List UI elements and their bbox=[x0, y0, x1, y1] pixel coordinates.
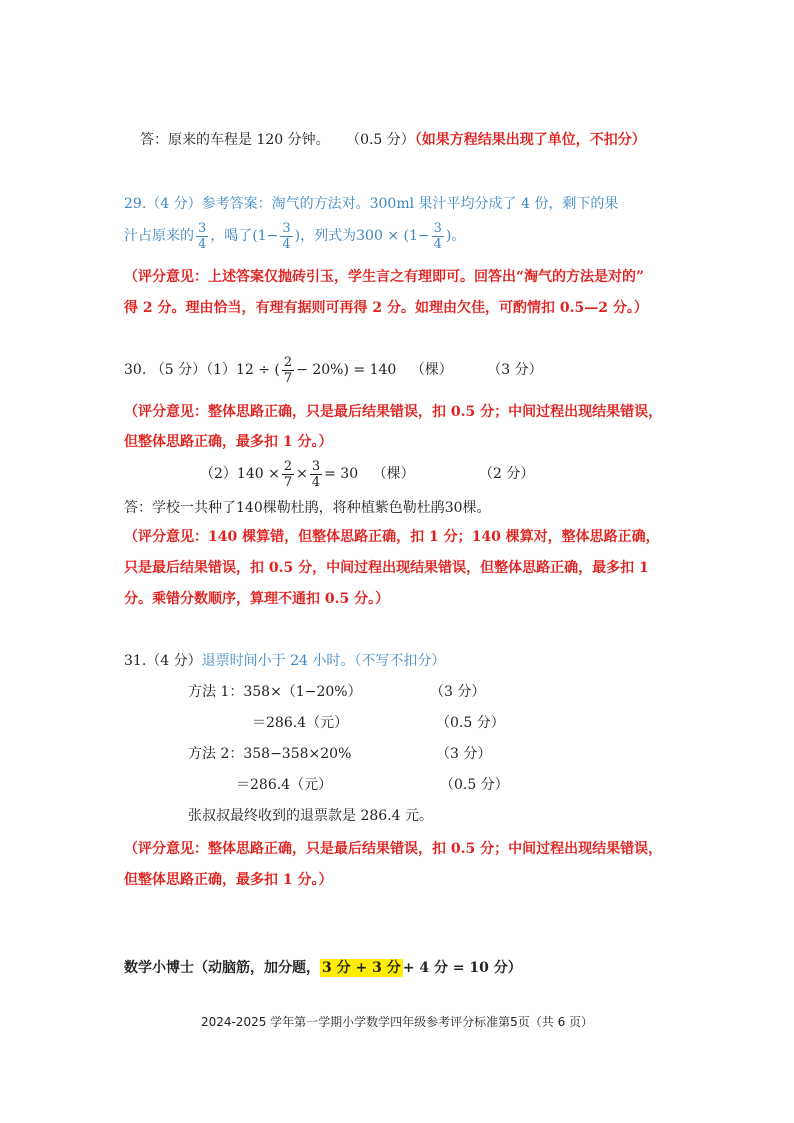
bonus-suffix: + 4 分 = 10 分） bbox=[402, 960, 522, 976]
fraction-numerator: 3 bbox=[198, 220, 207, 236]
fraction-numerator: 2 bbox=[283, 354, 293, 370]
q30-line2 bbox=[200, 458, 534, 490]
fraction-numerator: 2 bbox=[283, 458, 293, 474]
q29-fraction-3 bbox=[432, 221, 444, 252]
q31-m1b: ＝286.4（元） bbox=[252, 715, 349, 731]
q30-fraction-1 bbox=[282, 355, 294, 386]
q31-comment-2: 但整体思路正确，最多扣 1 分。） bbox=[124, 872, 333, 888]
fraction-numerator: 3 bbox=[433, 220, 442, 236]
q31-m1a: 方法 1：358×（1−20%） bbox=[188, 684, 362, 700]
q29-comment-2: 得 2 分。理由恰当，有理有据则可再得 2 分。如理由欠佳，可酌情扣 0.5—2 分。） bbox=[124, 300, 648, 316]
q30-comment-1a: （评分意见：整体思路正确，只是最后结果错误，扣 0.5 分；中间过程出现结果错误， bbox=[124, 404, 663, 420]
q28-score: （0.5 分） bbox=[346, 132, 415, 148]
q30-comment-2a: （评分意见：140 棵算错，但整体思路正确，扣 1 分；140 棵算对，整体思路正确， bbox=[124, 529, 660, 545]
q30-expr2-b: × bbox=[296, 466, 308, 482]
fraction-denominator: 4 bbox=[282, 236, 291, 252]
q31-answer: 张叔叔最终收到的退票款是 286.4 元。 bbox=[188, 808, 433, 824]
q30-comment-2c: 分。乘错分数顺序，算理不通扣 0.5 分。） bbox=[124, 591, 390, 607]
fraction-denominator: 7 bbox=[283, 370, 293, 386]
q29-line2 bbox=[124, 220, 465, 252]
fraction-denominator: 4 bbox=[311, 474, 321, 490]
q30-answer: 答：学校一共种了140棵勒杜鹃，将种植紫色勒杜鹃30棵。 bbox=[124, 500, 491, 516]
q31-m1a-score: （3 分） bbox=[430, 684, 486, 700]
q31-head: 31.（4 分） bbox=[124, 653, 202, 669]
q30-unit-2: （棵） bbox=[372, 466, 415, 482]
q28-answer-line bbox=[140, 130, 646, 150]
q29-fraction-1 bbox=[196, 221, 208, 252]
q29-comment-1: （评分意见：上述答案仅抛砖引玉，学生言之有理即可。回答出“淘气的方法是对的” bbox=[124, 269, 645, 285]
q30-expr1-b: − 20%) = 140 bbox=[296, 362, 397, 378]
q31-m2b-score: （0.5 分） bbox=[440, 777, 509, 793]
q31-comment-1: （评分意见：整体思路正确，只是最后结果错误，扣 0.5 分；中间过程出现结果错误， bbox=[124, 841, 663, 857]
q29-text-a: 汁占原来的 bbox=[124, 228, 194, 244]
q29-text-d: )，列式为 bbox=[294, 228, 357, 244]
q30-head: 30. （5 分）（1） bbox=[124, 362, 236, 378]
q30-expr2-c: = 30 bbox=[324, 466, 359, 482]
q29-text-b: ，喝了 bbox=[210, 228, 253, 244]
q31-m2a-score: （3 分） bbox=[436, 746, 492, 762]
q29-line1: 29.（4 分）参考答案：淘气的方法对。300ml 果汁平均分成了 4 份，剩下的果 bbox=[124, 196, 619, 212]
q30-sub2: （2） bbox=[200, 466, 237, 482]
q31-m2a: 方法 2：358−358×20% bbox=[188, 746, 352, 762]
q31-head-line bbox=[124, 651, 445, 671]
q29-text-e: 300 × (1− bbox=[356, 228, 430, 244]
q30-comment-2b: 只是最后结果错误，扣 0.5 分，中间过程出现结果错误，但整体思路正确，最多扣 1 bbox=[124, 560, 649, 576]
fraction-numerator: 3 bbox=[282, 220, 291, 236]
q31-m1b-score: （0.5 分） bbox=[436, 715, 505, 731]
q29-text-f: )。 bbox=[445, 228, 466, 244]
q30-score-2: （2 分） bbox=[479, 466, 535, 482]
q30-score-1: （3 分） bbox=[487, 362, 543, 378]
bonus-prefix: 数学小博士（动脑筋，加分题， bbox=[124, 960, 320, 976]
bonus-highlight: 3 分 + 3 分 bbox=[322, 960, 401, 976]
q30-expr1-a: 12 ÷ ( bbox=[235, 362, 280, 378]
q29-text-c: (1− bbox=[252, 228, 279, 244]
q30-line1 bbox=[124, 354, 543, 386]
q28-note: （如果方程结果出现了单位，不扣分） bbox=[414, 132, 646, 148]
fraction-denominator: 4 bbox=[198, 236, 207, 252]
fraction-numerator: 3 bbox=[311, 458, 321, 474]
q30-fraction-2 bbox=[282, 459, 294, 490]
q30-comment-1b: 但整体思路正确，最多扣 1 分。） bbox=[124, 434, 333, 450]
q30-unit-1: （棵） bbox=[410, 362, 453, 378]
q31-head-blue: 退票时间小于 24 小时。（不写不扣分） bbox=[201, 653, 446, 669]
page-footer: 2024-2025 学年第一学期小学数学四年级参考评分标准第5页（共 6 页） bbox=[200, 1015, 594, 1029]
fraction-denominator: 7 bbox=[283, 474, 293, 490]
bonus-heading bbox=[124, 958, 522, 978]
q31-m2b: ＝286.4（元） bbox=[236, 777, 333, 793]
q30-expr2-a: 140 × bbox=[236, 466, 280, 482]
q28-answer: 答：原来的车程是 120 分钟。 bbox=[140, 132, 330, 148]
fraction-denominator: 4 bbox=[433, 236, 442, 252]
q29-fraction-2 bbox=[280, 221, 292, 252]
q30-fraction-3 bbox=[310, 459, 322, 490]
